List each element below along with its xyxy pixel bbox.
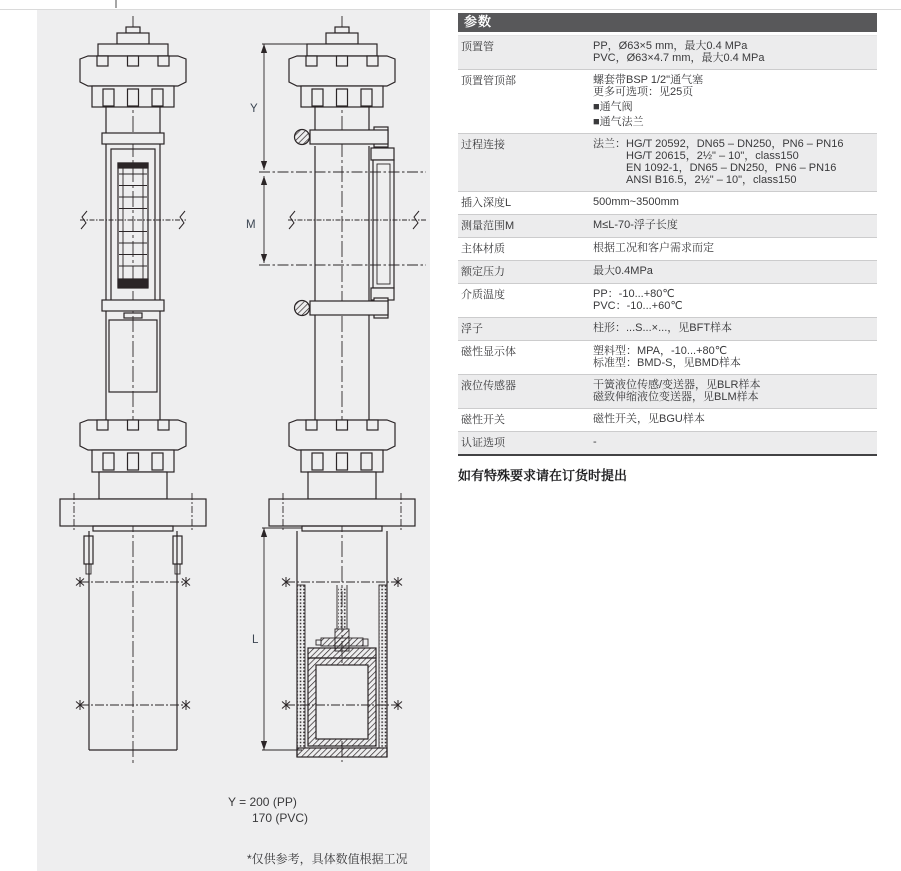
param-row xyxy=(458,408,877,431)
param-value: PP：-10...+80℃ PVC：-10...+60℃ xyxy=(593,288,683,312)
table-bottom-rule xyxy=(458,454,877,456)
param-label: 主体材质 xyxy=(461,243,505,255)
param-row xyxy=(458,237,877,260)
param-label: 插入深度L xyxy=(461,197,512,209)
special-note: 如有特殊要求请在订货时提出 xyxy=(458,468,628,483)
param-label: 认证选项 xyxy=(461,437,505,449)
param-row xyxy=(458,69,877,133)
note-y-value: Y = 200 (PP) xyxy=(228,795,297,809)
param-row xyxy=(458,431,877,454)
param-label: 液位传感器 xyxy=(461,380,516,392)
param-value: 磁性开关，见BGU样本 xyxy=(593,413,705,425)
param-value: 500mm~3500mm xyxy=(593,196,679,208)
param-row xyxy=(458,133,877,191)
param-value: PP，Ø63×5 mm，最大0.4 MPa PVC，Ø63×4.7 mm，最大0.4 MPa xyxy=(593,40,765,64)
param-value: 塑料型：MPA，-10...+80℃ 标准型：BMD-S，见BMD样本 xyxy=(593,345,741,369)
drawing-panel xyxy=(37,10,430,871)
technical-drawing xyxy=(37,10,430,871)
param-row xyxy=(458,283,877,317)
drawing-footnote: *仅供参考，具体数值根据工况 xyxy=(247,852,408,866)
param-row xyxy=(458,374,877,408)
param-label: 测量范围M xyxy=(461,220,515,232)
param-value: 根据工况和客户需求而定 xyxy=(593,242,714,254)
param-label: 额定压力 xyxy=(461,266,505,278)
param-label: 磁性开关 xyxy=(461,414,505,426)
dim-label-l: L xyxy=(252,634,259,646)
param-row xyxy=(458,214,877,237)
parameters-table xyxy=(458,13,877,484)
param-value: 法兰：HG/T 20592，DN65 – DN250，PN6 – PN16 HG/T 20615，2½" – 10"，class150 EN 1092-1，DN65 – DN250，PN6 – PN16 ANSI B16.5，2½" – 10"，class150 xyxy=(593,138,844,186)
param-row xyxy=(458,191,877,214)
param-value: 柱形：...S...×...，见BFT样本 xyxy=(593,322,733,334)
dim-label-m: M xyxy=(246,219,256,231)
param-value: 最大0.4MPa xyxy=(593,265,653,277)
params-rows xyxy=(458,35,877,454)
param-value: 干簧液位传感/变送器，见BLR样本 磁致伸缩液位变送器，见BLM样本 xyxy=(593,379,761,403)
param-row xyxy=(458,317,877,340)
param-label: 浮子 xyxy=(461,323,483,335)
note-y-value-pvc: 170 (PVC) xyxy=(252,811,309,825)
param-row xyxy=(458,260,877,283)
dimension-l xyxy=(252,528,302,750)
param-row xyxy=(458,35,877,69)
param-value: - xyxy=(593,436,597,448)
dimension-m xyxy=(246,176,267,263)
param-value: 螺套带BSP 1/2"通气塞 更多可选项：见25页 ■通气阀 ■通气法兰 xyxy=(593,74,704,128)
param-label: 顶置管顶部 xyxy=(461,75,516,87)
param-label: 顶置管 xyxy=(461,41,494,53)
param-value: M≤L-70-浮子长度 xyxy=(593,219,678,231)
param-label: 介质温度 xyxy=(461,289,505,301)
param-label: 过程连接 xyxy=(461,139,505,151)
table-title: 参数 xyxy=(458,13,877,32)
right-view xyxy=(269,16,426,762)
param-row xyxy=(458,340,877,374)
crop-mark xyxy=(115,0,117,8)
dim-label-y: Y xyxy=(250,103,258,115)
param-label: 磁性显示体 xyxy=(461,346,516,358)
left-view xyxy=(60,16,206,765)
